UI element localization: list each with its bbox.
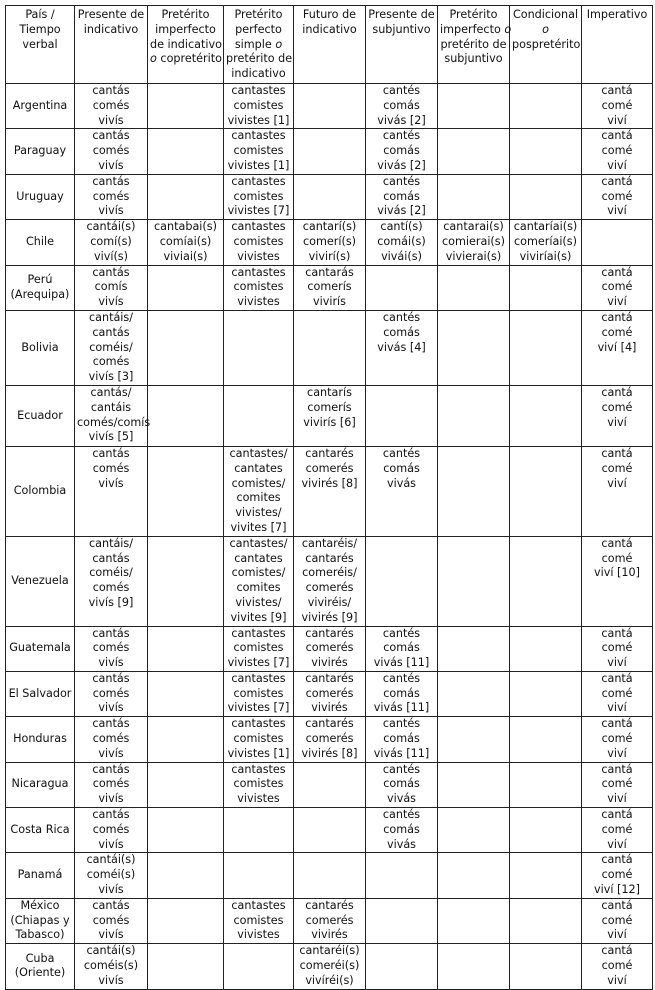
conjugation-cell: cantás comés vivís [75, 717, 148, 762]
conjugation-cell: cantastes/ cantates comistes/ comites vivistes/ vivites [9] [224, 536, 294, 626]
country-cell: Paraguay [6, 129, 75, 174]
conjugation-cell [438, 310, 510, 385]
conjugation-cell: cantás comés vivís [75, 762, 148, 807]
conjugation-cell [582, 220, 653, 265]
conjugation-cell: cantés comás vivás [366, 762, 438, 807]
conjugation-cell [148, 385, 224, 446]
header-cell: Pretérito imperfecto o pretérito de subjuntivo [438, 6, 510, 84]
conjugation-cell: cantés comás vivás [2] [366, 174, 438, 219]
country-cell: Argentina [6, 84, 75, 129]
conjugation-cell [224, 385, 294, 446]
country-cell: Panamá [6, 853, 75, 898]
conjugation-cell: cantés comás vivás [11] [366, 626, 438, 671]
conjugation-cell: cantastes/ cantates comistes/ comites vivistes/ vivites [7] [224, 446, 294, 536]
conjugation-cell [438, 671, 510, 716]
conjugation-cell: cantastes comistes vivistes [224, 762, 294, 807]
header-cell: Pretérito perfecto simple o pretérito de indicativo [224, 6, 294, 84]
country-cell: Uruguay [6, 174, 75, 219]
table-row [6, 898, 653, 943]
conjugation-cell: cantái(s) comí(s) viví(s) [75, 220, 148, 265]
conjugation-cell: cantá comé viví [582, 385, 653, 446]
conjugation-cell [510, 762, 582, 807]
table-row [6, 129, 653, 174]
conjugation-cell [148, 265, 224, 310]
conjugation-cell: cantás comés vivís [75, 174, 148, 219]
conjugation-cell [148, 446, 224, 536]
conjugation-cell: cantái(s) coméi(s) vivís [75, 853, 148, 898]
conjugation-cell: cantés comás vivás [366, 446, 438, 536]
country-cell: México (Chiapas y Tabasco) [6, 898, 75, 943]
conjugation-cell [294, 174, 366, 219]
conjugation-cell [148, 944, 224, 989]
conjugation-cell: cantarés comerés vivirés [294, 898, 366, 943]
header-cell: Futuro de indicativo [294, 6, 366, 84]
country-cell: Ecuador [6, 385, 75, 446]
header-cell: Presente de indicativo [75, 6, 148, 84]
conjugation-cell [510, 536, 582, 626]
conjugation-cell [438, 385, 510, 446]
conjugation-cell [148, 671, 224, 716]
table-body [6, 84, 653, 990]
conjugation-cell [366, 536, 438, 626]
conjugation-cell [438, 626, 510, 671]
conjugation-cell [510, 626, 582, 671]
conjugation-cell [366, 265, 438, 310]
conjugation-cell [148, 536, 224, 626]
conjugation-cell: cantastes comistes vivistes [224, 898, 294, 943]
conjugation-cell: cantés comás vivás [2] [366, 129, 438, 174]
header-cell: País / Tiempo verbal [6, 6, 75, 84]
conjugation-cell: cantás comés vivís [75, 446, 148, 536]
conjugation-cell: cantás comés vivís [75, 84, 148, 129]
conjugation-cell [148, 808, 224, 853]
conjugation-cell [510, 385, 582, 446]
conjugation-cell [438, 944, 510, 989]
conjugation-cell [438, 853, 510, 898]
conjugation-cell [438, 84, 510, 129]
country-cell: Chile [6, 220, 75, 265]
conjugation-cell: cantá comé viví [582, 808, 653, 853]
conjugation-cell [510, 717, 582, 762]
conjugation-cell: cantí(s) comái(s) vivái(s) [366, 220, 438, 265]
conjugation-cell [438, 808, 510, 853]
conjugation-cell [510, 944, 582, 989]
table-row [6, 220, 653, 265]
conjugation-cell [294, 853, 366, 898]
table-row [6, 808, 653, 853]
conjugation-cell: cantá comé viví [12] [582, 853, 653, 898]
conjugation-cell [294, 129, 366, 174]
conjugation-cell [148, 853, 224, 898]
conjugation-cell: cantá comé viví [582, 446, 653, 536]
conjugation-cell [438, 717, 510, 762]
country-cell: Costa Rica [6, 808, 75, 853]
conjugation-cell: cantás/ cantáis comés/comís vivís [5] [75, 385, 148, 446]
conjugation-cell: cantá comé viví [582, 84, 653, 129]
conjugation-cell [510, 671, 582, 716]
conjugation-cell: cantés comás vivás [2] [366, 84, 438, 129]
conjugation-cell [294, 808, 366, 853]
conjugation-cell: cantastes comistes vivistes [7] [224, 626, 294, 671]
table-row [6, 944, 653, 989]
header-row [6, 6, 653, 84]
conjugation-cell [438, 129, 510, 174]
country-cell: Perú (Arequipa) [6, 265, 75, 310]
conjugation-cell: cantés comás vivás [4] [366, 310, 438, 385]
conjugation-cell [366, 853, 438, 898]
country-cell: Venezuela [6, 536, 75, 626]
conjugation-cell [148, 717, 224, 762]
conjugation-cell [510, 853, 582, 898]
conjugation-cell: cantarés comerés vivirés [8] [294, 446, 366, 536]
conjugation-cell: cantastes comistes vivistes [1] [224, 129, 294, 174]
conjugation-cell: cantés comás vivás [11] [366, 671, 438, 716]
conjugation-cell: cantá comé viví [582, 671, 653, 716]
country-cell: Bolivia [6, 310, 75, 385]
conjugation-cell: cantás comés vivís [75, 129, 148, 174]
conjugation-cell: cantás comés vivís [75, 808, 148, 853]
conjugation-cell [148, 898, 224, 943]
conjugation-cell: cantarés comerés vivirés [294, 671, 366, 716]
header-cell: Pretérito imperfecto de indicativo o copretérito [148, 6, 224, 84]
conjugation-cell: cantastes comistes vivistes [7] [224, 671, 294, 716]
conjugation-cell: cantás comés vivís [75, 898, 148, 943]
conjugation-cell: cantastes comistes vivistes [7] [224, 174, 294, 219]
conjugation-cell [148, 762, 224, 807]
conjugation-cell [224, 808, 294, 853]
verb-conjugation-table [5, 5, 653, 990]
conjugation-cell [510, 898, 582, 943]
conjugation-cell: cantá comé viví [582, 717, 653, 762]
conjugation-cell: cantaréi(s) comeréi(s) vivíréi(s) [294, 944, 366, 989]
conjugation-cell [438, 265, 510, 310]
conjugation-cell: cantá comé viví [582, 265, 653, 310]
conjugation-cell: cantaríai(s) comeríai(s) viviríai(s) [510, 220, 582, 265]
table-row [6, 310, 653, 385]
conjugation-cell: cantáis/ cantás coméis/ comés vivís [9] [75, 536, 148, 626]
table-row [6, 385, 653, 446]
conjugation-cell: cantás comís vivís [75, 265, 148, 310]
conjugation-cell: cantá comé viví [582, 129, 653, 174]
conjugation-cell: cantáis/ cantás coméis/ comés vivís [3] [75, 310, 148, 385]
conjugation-cell [510, 446, 582, 536]
conjugation-cell [294, 762, 366, 807]
conjugation-cell [438, 762, 510, 807]
conjugation-cell: cantastes comistes vivistes [1] [224, 717, 294, 762]
conjugation-cell: cantarís comerís vivirís [6] [294, 385, 366, 446]
conjugation-cell [366, 898, 438, 943]
conjugation-cell: cantarai(s) comierai(s) vivierai(s) [438, 220, 510, 265]
table-row [6, 446, 653, 536]
conjugation-cell: cantás comés vivís [75, 626, 148, 671]
conjugation-cell: cantá comé viví [4] [582, 310, 653, 385]
conjugation-cell: cantastes comistes vivistes [224, 265, 294, 310]
conjugation-cell: cantarés comerés vivirés [8] [294, 717, 366, 762]
conjugation-cell: cantés comás vivás [366, 808, 438, 853]
header-cell: Imperativo [582, 6, 653, 84]
country-cell: Cuba (Oriente) [6, 944, 75, 989]
conjugation-cell [294, 84, 366, 129]
conjugation-cell: cantá comé viví [582, 944, 653, 989]
conjugation-cell [438, 536, 510, 626]
conjugation-cell [510, 129, 582, 174]
conjugation-cell [510, 84, 582, 129]
country-cell: Colombia [6, 446, 75, 536]
conjugation-cell [366, 385, 438, 446]
conjugation-cell: cantá comé viví [582, 174, 653, 219]
conjugation-cell [224, 310, 294, 385]
conjugation-cell: cantá comé viví [582, 898, 653, 943]
conjugation-cell [510, 808, 582, 853]
conjugation-cell [438, 898, 510, 943]
table-row [6, 762, 653, 807]
conjugation-cell [366, 944, 438, 989]
conjugation-cell [148, 310, 224, 385]
table-row [6, 174, 653, 219]
conjugation-cell: cantá comé viví [582, 762, 653, 807]
country-cell: El Salvador [6, 671, 75, 716]
header-cell: Presente de subjuntivo [366, 6, 438, 84]
conjugation-cell: cantés comás vivás [11] [366, 717, 438, 762]
table-row [6, 536, 653, 626]
conjugation-cell: cantá comé viví [10] [582, 536, 653, 626]
conjugation-cell: cantás comés vivís [75, 671, 148, 716]
conjugation-cell [510, 265, 582, 310]
header-cell: Condicional o pospretérito [510, 6, 582, 84]
conjugation-cell [438, 446, 510, 536]
conjugation-cell [510, 310, 582, 385]
conjugation-cell: cantabai(s) comíai(s) viviai(s) [148, 220, 224, 265]
conjugation-cell: cantarí(s) comerí(s) vivirí(s) [294, 220, 366, 265]
conjugation-cell [224, 853, 294, 898]
conjugation-cell [148, 626, 224, 671]
conjugation-cell: cantá comé viví [582, 626, 653, 671]
conjugation-cell [148, 129, 224, 174]
conjugation-cell: cantastes comistes vivistes [1] [224, 84, 294, 129]
conjugation-cell [510, 174, 582, 219]
country-cell: Guatemala [6, 626, 75, 671]
conjugation-cell: cantarés comerés vivirés [294, 626, 366, 671]
table-row [6, 265, 653, 310]
table-row [6, 671, 653, 716]
conjugation-cell: cantái(s) coméis(s) vivís [75, 944, 148, 989]
conjugation-cell [438, 174, 510, 219]
conjugation-cell [148, 174, 224, 219]
table-row [6, 84, 653, 129]
conjugation-cell [224, 944, 294, 989]
conjugation-cell [148, 84, 224, 129]
conjugation-cell: cantastes comistes vivistes [224, 220, 294, 265]
conjugation-cell: cantarás comerís vivirís [294, 265, 366, 310]
table-row [6, 853, 653, 898]
conjugation-cell [294, 310, 366, 385]
country-cell: Honduras [6, 717, 75, 762]
country-cell: Nicaragua [6, 762, 75, 807]
table-row [6, 626, 653, 671]
table-row [6, 717, 653, 762]
conjugation-cell: cantaréis/ cantarés comeréis/ comerés viviréis/ vivirés [9] [294, 536, 366, 626]
